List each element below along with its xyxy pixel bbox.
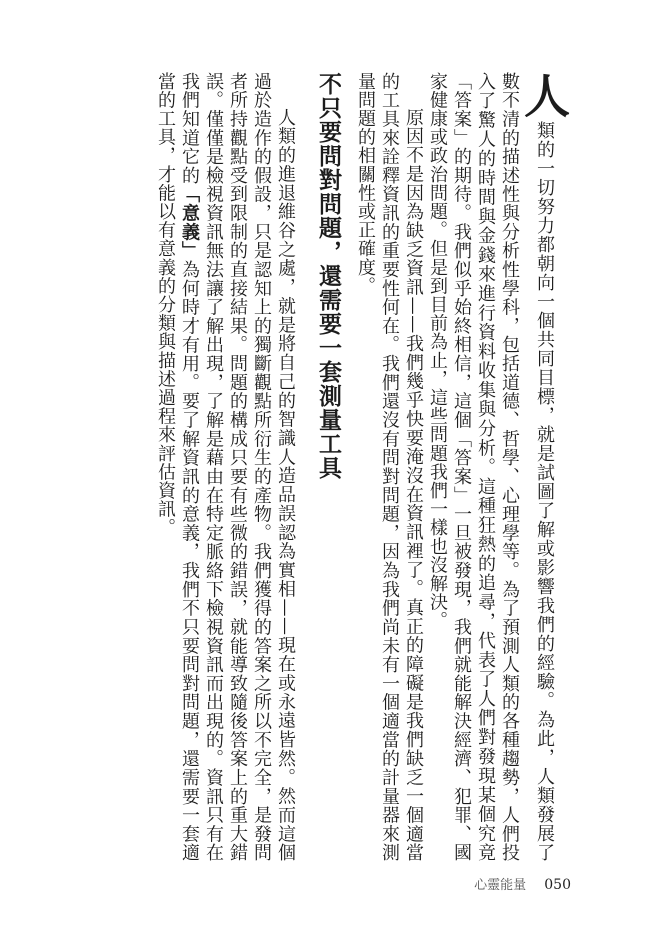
page-number: 050 [544, 877, 571, 893]
page-footer [474, 874, 571, 893]
intro-paragraph [425, 72, 571, 862]
emphasis-meaning: 「意義」 [179, 184, 200, 261]
paragraph-2: 原因不是因為缺乏資訊——我們幾乎快要淹沒在資訊裡了。真正的障礙是我們缺乏一個適當的工具來詮釋資訊的重要性何在。我們還沒有問對問題，因為我們尚未有一個適當的計量器來測量問題的相關性或正確度。 [355, 72, 424, 862]
intro-text: 類的一切努力都朝向一個共同目標，就是試圖了解或影響我們的經驗。為此，人類發展了數不清的描述性與分析性學科，包括道德、哲學、心理學等。為了預測人類的各種趨勢，人們投入了驚人的時間與金錢來進行資料收集與分析。這種狂熱的追尋，代表了人們對發現某個究竟「答案」的期待。我們似乎始終相信，這個「答案」一旦被發現，我們就能解決經濟、犯罪、國家健康或政治問題。但是到目前為止，這些問題我們一樣也沒解決。 [427, 72, 555, 862]
paragraph-3 [153, 72, 297, 862]
drop-cap: 人 [517, 72, 571, 119]
paragraph-3-text-after: 為何時才有用。要了解資訊的意義，我們不只要問對問題，還需要一套適當的工具，才能以有意義的分類與描述過程來評估資訊。 [155, 72, 200, 862]
running-title: 心靈能量 [474, 878, 527, 893]
body-text [153, 72, 571, 862]
section-heading: 不只要問對問題，還需要一套測量工具 [315, 72, 341, 480]
paragraph-3-text-before: 人類的進退維谷之處，就是將自己的智識人造品誤認為實相——現在或永遠皆然。然而這個過於造作的假設，只是認知上的獨斷觀點所衍生的產物。我們獲得的答案之所以不完全，是發問者所持觀點受到限制的直接結果。問題的構成只要有些微的錯誤，就能導致隨後答案上的重大錯誤。僅僅是檢視資訊無法讓了解出現，了解是藉由在特定脈絡下檢視資訊而出現的。資訊只有在我們知道它的 [179, 72, 296, 862]
